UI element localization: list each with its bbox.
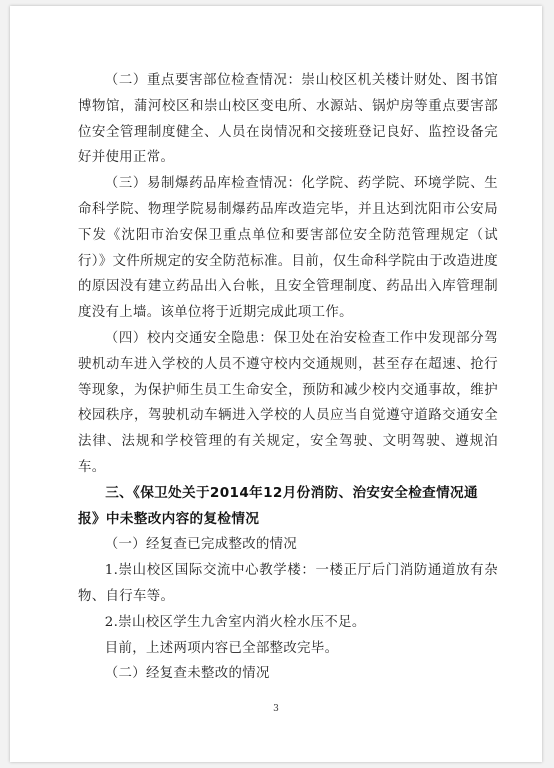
list-item-1: 1.崇山校区国际交流中心教学楼：一楼正厅后门消防通道放有杂物、自行车等。 bbox=[78, 563, 498, 604]
paragraph-key-areas: （二）重点要害部位检查情况：崇山校区机关楼计财处、图书馆博物馆，蒲河校区和崇山校区变电所、水源站、锅炉房等重点要害部位安全管理制度健全、人员在岗情况和交接班登记良好、监控设备完好并使用正常。 bbox=[78, 73, 498, 166]
document-body bbox=[78, 68, 498, 687]
paragraph-traffic-safety: （四）校内交通安全隐患：保卫处在治安检查工作中发现部分驾驶机动车进入学校的人员不遵守校内交通规则，甚至存在超速、抢行等现象，为保护师生员工生命安全，预防和减少校内交通事故，维护校园秩序，驾驶机动车辆进入学校的人员应当自觉遵守道路交通安全法律、法规和学校管理的有关规定，安全驾驶、文明驾驶、遵规泊车。 bbox=[78, 330, 498, 475]
document-page bbox=[10, 6, 542, 762]
page-number: 3 bbox=[273, 704, 279, 714]
subheading-not-completed: （二）经复查未整改的情况 bbox=[104, 666, 270, 682]
paragraph-status: 目前，上述两项内容已全部整改完毕。 bbox=[104, 640, 339, 656]
subheading-completed: （一）经复查已完成整改的情况 bbox=[104, 537, 298, 553]
paragraph-explosive-storage: （三）易制爆药品库检查情况：化学院、药学院、环境学院、生命科学院、物理学院易制爆药品库改造完毕，并且达到沈阳市公安局下发《沈阳市治安保卫重点单位和要害部位安全防范管理规定（试行）》文件所规定的安全防范标准。目前，仅生命科学院由于改造进度的原因没有建立药品出入台帐，且安全管理制度、药品出入库管理制度没有上墙。该单位将于近期完成此项工作。 bbox=[78, 176, 498, 321]
section-heading-recheck: 三、《保卫处关于2014年12月份消防、治安安全检查情况通报》中未整改内容的复检情况 bbox=[78, 484, 478, 527]
list-item-2: 2.崇山校区学生九舍室内消火栓水压不足。 bbox=[104, 614, 366, 630]
